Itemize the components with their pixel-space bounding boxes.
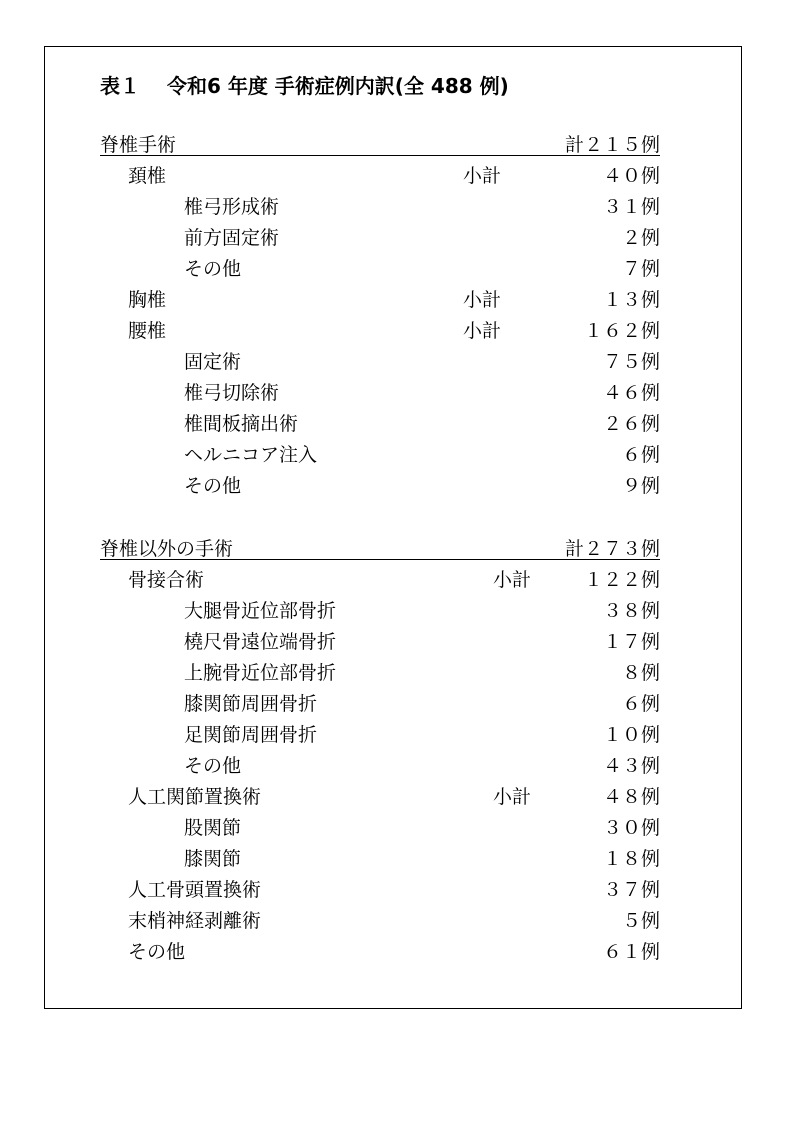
table-row <box>0 875 794 906</box>
row-subtotal-label: 小計 <box>493 786 532 808</box>
row-label: 末梢神経剥離術 <box>128 910 262 932</box>
row-count: ４６例 <box>602 382 660 404</box>
row-label: 頚椎 <box>128 165 167 187</box>
row-count: ３７例 <box>602 879 660 901</box>
row-count: ６１例 <box>602 941 660 963</box>
row-label: 足関節周囲骨折 <box>184 724 318 746</box>
table-row <box>0 906 794 937</box>
row-count: ７５例 <box>602 351 660 373</box>
table-row <box>0 161 794 192</box>
row-count: ２６例 <box>602 413 660 435</box>
table-row <box>0 378 794 409</box>
row-label: 椎弓切除術 <box>184 382 280 404</box>
section-heading-spine <box>0 130 794 161</box>
row-label: 胸椎 <box>128 289 167 311</box>
table-row <box>0 596 794 627</box>
section-heading-label: 脊椎手術 <box>100 134 177 156</box>
row-label: 椎間板摘出術 <box>184 413 299 435</box>
row-count: ２例 <box>621 227 660 249</box>
table-row <box>0 813 794 844</box>
table-row <box>0 192 794 223</box>
row-label: 人工関節置換術 <box>128 786 262 808</box>
row-count: １０例 <box>602 724 660 746</box>
table-row <box>0 347 794 378</box>
row-label: 膝関節 <box>184 848 242 870</box>
row-label: その他 <box>128 941 186 963</box>
row-count: ３０例 <box>602 817 660 839</box>
table-row <box>0 844 794 875</box>
row-count: ５例 <box>621 910 660 932</box>
table-row <box>0 316 794 347</box>
row-count: ３１例 <box>602 196 660 218</box>
table-row <box>0 223 794 254</box>
section-underline <box>100 559 660 560</box>
row-label: 固定術 <box>184 351 242 373</box>
row-label: 腰椎 <box>128 320 167 342</box>
row-label: 上腕骨近位部骨折 <box>184 662 337 684</box>
row-label: 前方固定術 <box>184 227 280 249</box>
row-label: 膝関節周囲骨折 <box>184 693 318 715</box>
row-label: その他 <box>184 475 242 497</box>
table-row <box>0 720 794 751</box>
row-label: 椎弓形成術 <box>184 196 280 218</box>
section-underline <box>100 155 660 156</box>
row-count: ７例 <box>621 258 660 280</box>
table-row <box>0 254 794 285</box>
row-label: その他 <box>184 258 242 280</box>
table-row <box>0 658 794 689</box>
row-count: １２２例 <box>583 569 660 591</box>
table-row <box>0 440 794 471</box>
row-count: ８例 <box>621 662 660 684</box>
row-count: ４０例 <box>602 165 660 187</box>
row-count: ９例 <box>621 475 660 497</box>
table-row <box>0 565 794 596</box>
row-count: ３８例 <box>602 600 660 622</box>
row-count: ６例 <box>621 444 660 466</box>
table-row <box>0 689 794 720</box>
table-row <box>0 627 794 658</box>
row-subtotal-label: 小計 <box>493 569 532 591</box>
table-row <box>0 285 794 316</box>
section-heading-non-spine <box>0 534 794 565</box>
row-label: 股関節 <box>184 817 242 839</box>
table-row <box>0 409 794 440</box>
row-label: 橈尺骨遠位端骨折 <box>184 631 337 653</box>
table-row <box>0 782 794 813</box>
row-label: ヘルニコア注入 <box>184 444 318 466</box>
row-count: １８例 <box>602 848 660 870</box>
row-label: 骨接合術 <box>128 569 205 591</box>
table-title: 表１ 令和6 年度 手術症例内訳(全 488 例) <box>100 74 509 98</box>
row-subtotal-label: 小計 <box>463 289 502 311</box>
row-count: ６例 <box>621 693 660 715</box>
row-count: １３例 <box>602 289 660 311</box>
section-heading-label: 脊椎以外の手術 <box>100 538 234 560</box>
section-total: 計２７３例 <box>564 538 660 560</box>
row-label: 人工骨頭置換術 <box>128 879 262 901</box>
row-count: １７例 <box>602 631 660 653</box>
row-count: １６２例 <box>583 320 660 342</box>
row-count: ４３例 <box>602 755 660 777</box>
section-total: 計２１５例 <box>564 134 660 156</box>
row-label: 大腿骨近位部骨折 <box>184 600 337 622</box>
table-row <box>0 471 794 502</box>
row-count: ４８例 <box>602 786 660 808</box>
table-row <box>0 937 794 968</box>
row-subtotal-label: 小計 <box>463 320 502 342</box>
table-row <box>0 751 794 782</box>
row-subtotal-label: 小計 <box>463 165 502 187</box>
row-label: その他 <box>184 755 242 777</box>
